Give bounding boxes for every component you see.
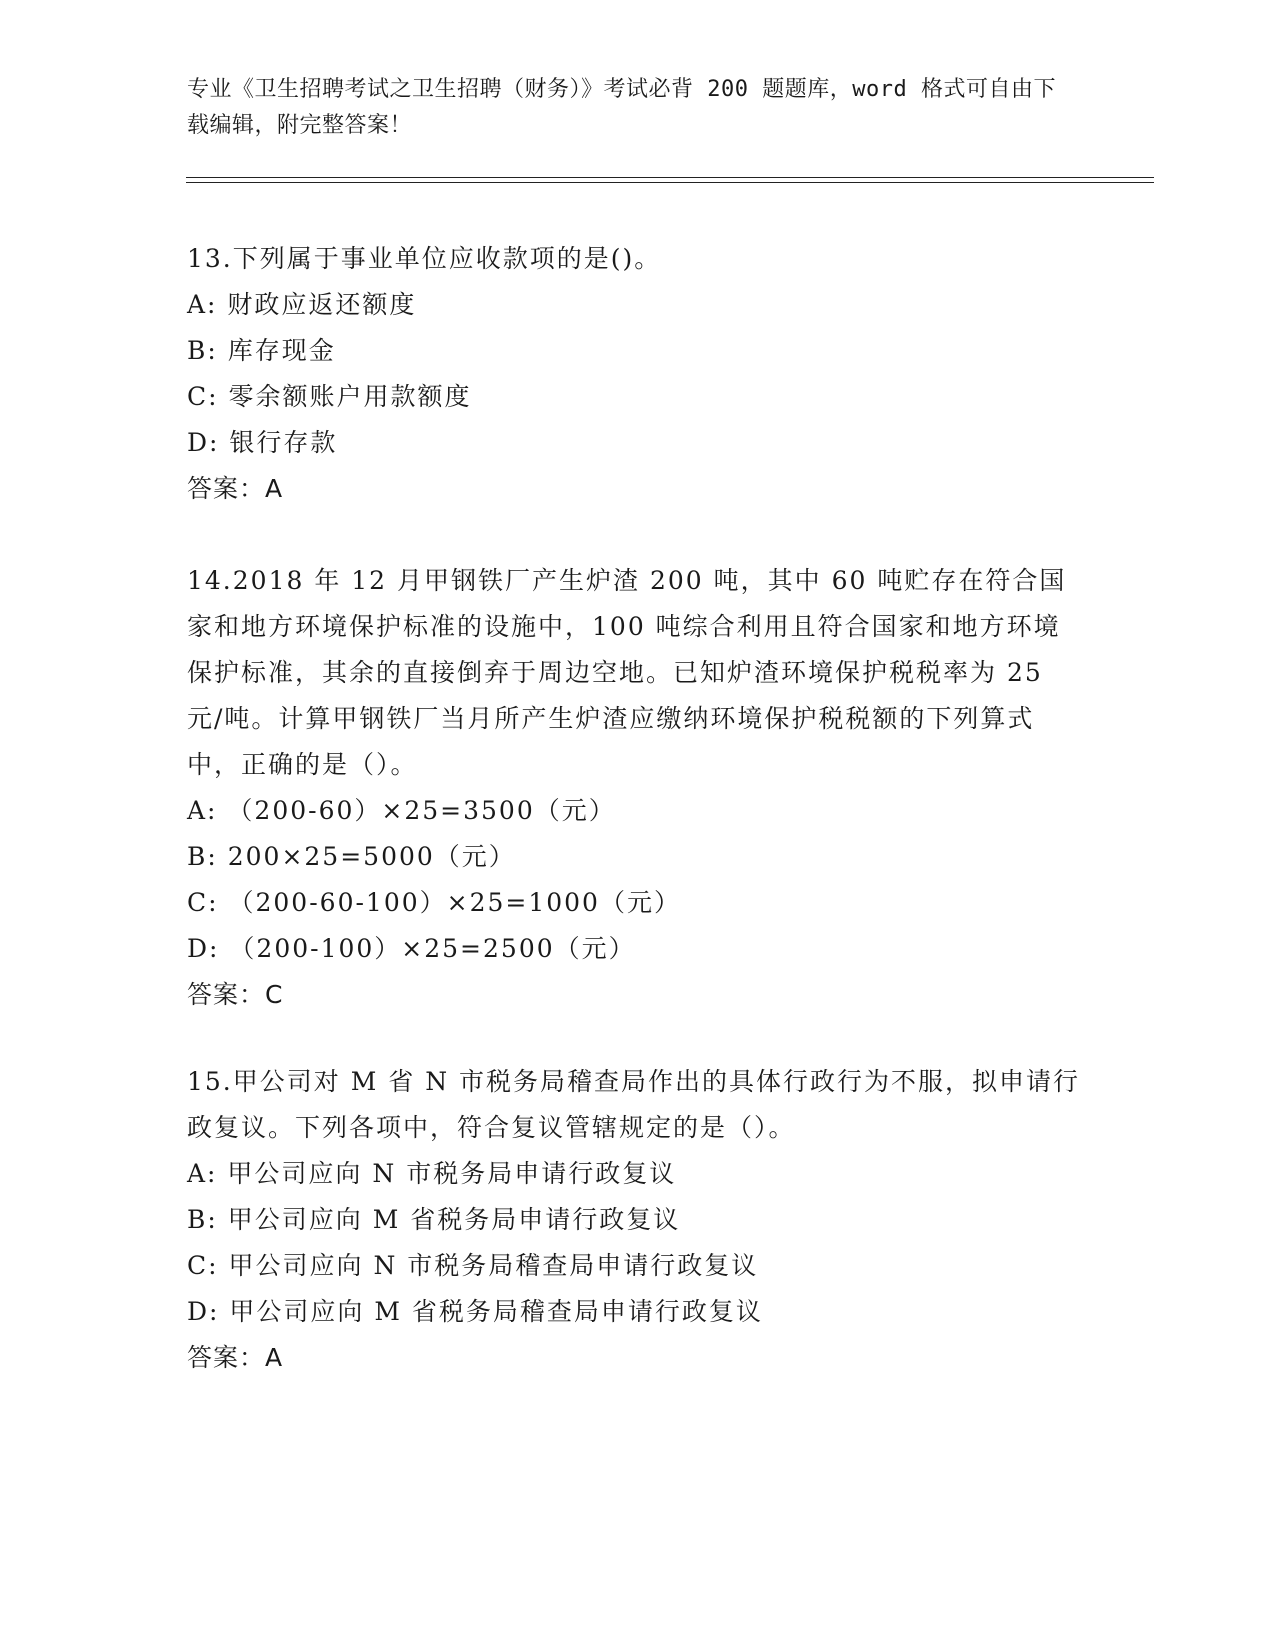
option-c: C: 零余额账户用款额度: [187, 382, 472, 411]
question-stem: 15.甲公司对 M 省 N 市税务局稽查局作出的具体行政行为不服，拟申请行政复议。下列各项中，符合复议管辖规定的是（）。: [187, 1067, 1081, 1142]
option-b: B: 200×25=5000（元）: [187, 842, 516, 871]
option-d: D: 银行存款: [187, 428, 338, 457]
question-13: [187, 236, 1087, 512]
option-d: D: （200-100）×25=2500（元）: [187, 934, 636, 963]
header-divider-bottom: [186, 182, 1154, 183]
question-stem: 14.2018 年 12 月甲钢铁厂产生炉渣 200 吨，其中 60 吨贮存在符合国家和地方环境保护标准的设施中，100 吨综合利用且符合国家和地方环境保护标准，其余的直接倒弃于周边空地。已知炉渣环境保护税税率为 25 元/吨。计算甲钢铁厂当月所产生炉渣应缴纳环境保护税税额的下列算式中，正确的是（）。: [187, 566, 1067, 779]
option-a: A: 甲公司应向 N 市税务局申请行政复议: [187, 1159, 677, 1188]
header-divider-top: [186, 177, 1154, 178]
header-title: 专业《卫生招聘考试之卫生招聘（财务）》考试必背 200 题题库，word 格式可自由下载编辑，附完整答案！: [187, 77, 1056, 138]
answer-label: 答案：C: [187, 980, 284, 1009]
option-c: C: （200-60-100）×25=1000（元）: [187, 888, 681, 917]
option-b: B: 库存现金: [187, 336, 336, 365]
question-14: [187, 558, 1087, 1018]
option-a: A: （200-60）×25=3500（元）: [187, 796, 616, 825]
option-c: C: 甲公司应向 N 市税务局稽查局申请行政复议: [187, 1251, 759, 1280]
answer-label: 答案：A: [187, 474, 284, 503]
option-d: D: 甲公司应向 M 省税务局稽查局申请行政复议: [187, 1297, 763, 1326]
answer-label: 答案：A: [187, 1343, 284, 1372]
question-15: [187, 1059, 1087, 1381]
option-b: B: 甲公司应向 M 省税务局申请行政复议: [187, 1205, 681, 1234]
document-header: [187, 72, 1077, 144]
option-a: A: 财政应返还额度: [187, 290, 417, 319]
question-stem: 13.下列属于事业单位应收款项的是()。: [187, 244, 662, 273]
